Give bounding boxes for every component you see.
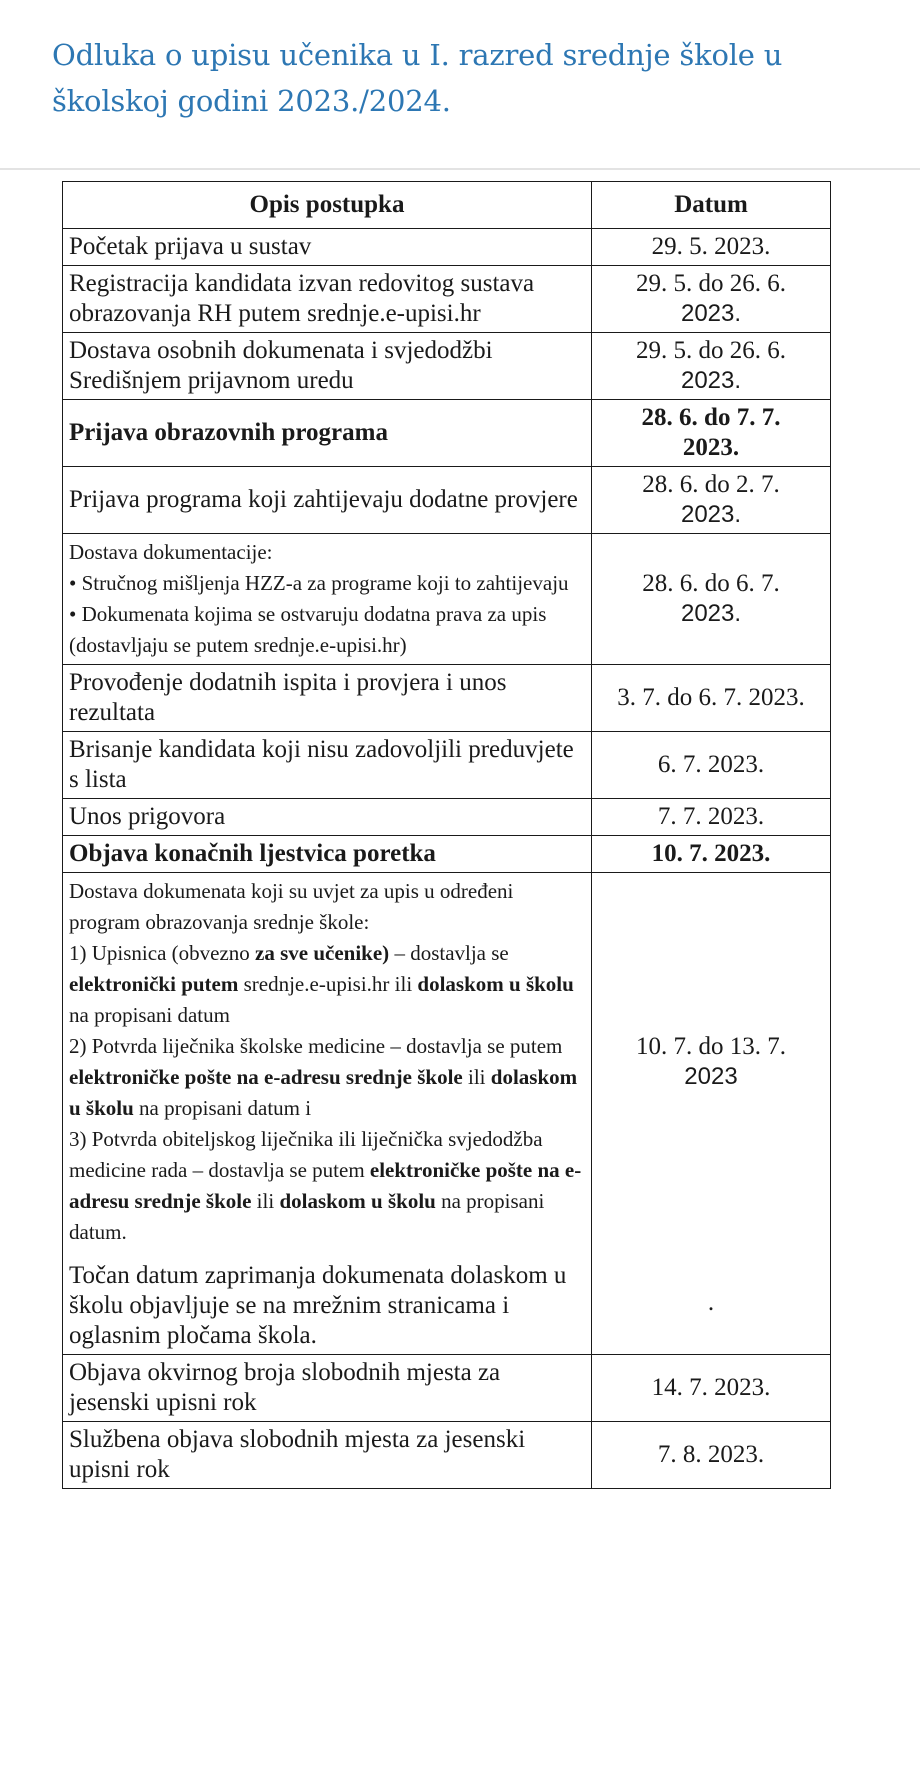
doc-bullet: • Stručnog mišljenja HZZ-a za programe koji to zahtijevaju bbox=[69, 571, 569, 595]
date-year: 2023 bbox=[684, 1063, 738, 1090]
table-row bbox=[63, 229, 831, 266]
divider bbox=[0, 168, 920, 170]
table-row bbox=[63, 333, 831, 400]
doc-item-2: 2) Potvrda liječnika školske medicine – dostavlja se putem elektroničke pošte na e-adresu srednje škole ili dolaskom u školu na propisani datum i bbox=[69, 1034, 578, 1120]
procedure-cell: Objava okvirnog broja slobodnih mjesta za jesenski upisni rok bbox=[63, 1355, 592, 1422]
table-row bbox=[63, 799, 831, 836]
table-row bbox=[63, 534, 831, 665]
table-row bbox=[63, 467, 831, 534]
date-line: 28. 6. do 7. 7. bbox=[641, 404, 781, 431]
date-line: 28. 6. do 2. 7. bbox=[642, 471, 780, 498]
table-row bbox=[63, 1422, 831, 1489]
date-cell: . bbox=[592, 1251, 831, 1355]
procedure-cell: Brisanje kandidata koji nisu zadovoljili preduvjete s lista bbox=[63, 732, 592, 799]
doc-bullet: • Dokumenata kojima se ostvaruju dodatna prava za upis (dostavljaju se putem srednje.e-upisi.hr) bbox=[69, 602, 547, 657]
table-row bbox=[63, 1251, 831, 1355]
doc-item-3: 3) Potvrda obiteljskog liječnika ili liječnička svjedodžba medicine rada – dostavlja se putem elektroničke pošte na e-adresu srednje škole ili dolaskom u školu na propisani datum. bbox=[69, 1127, 582, 1244]
procedure-cell: Provođenje dodatnih ispita i provjera i unos rezultata bbox=[63, 665, 592, 732]
date-year: 2023. bbox=[680, 300, 742, 327]
date-cell bbox=[592, 467, 831, 534]
procedure-cell: Objava konačnih ljestvica poretka bbox=[63, 836, 592, 873]
procedure-cell: Prijava programa koji zahtijevaju dodatne provjere bbox=[63, 467, 592, 534]
date-line: 29. 5. do 26. 6. bbox=[636, 337, 786, 364]
table-row bbox=[63, 266, 831, 333]
date-cell: 14. 7. 2023. bbox=[592, 1355, 831, 1422]
date-cell: 3. 7. do 6. 7. 2023. bbox=[592, 665, 831, 732]
table-header-row bbox=[63, 182, 831, 229]
procedure-cell: Dostava osobnih dokumenata i svjedodžbi Središnjem prijavnom uredu bbox=[63, 333, 592, 400]
date-line: 28. 6. do 6. 7. bbox=[642, 570, 780, 597]
table-row bbox=[63, 665, 831, 732]
date-cell: 7. 7. 2023. bbox=[592, 799, 831, 836]
date-cell: 29. 5. 2023. bbox=[592, 229, 831, 266]
table-row bbox=[63, 400, 831, 467]
doc-item-1: 1) Upisnica (obvezno za sve učenike) – dostavlja se elektronički putem srednje.e-upisi.hr ili dolaskom u školu na propisani datum bbox=[69, 941, 574, 1027]
date-cell: 10. 7. 2023. bbox=[592, 836, 831, 873]
date-year: 2023. bbox=[680, 501, 742, 528]
date-cell: 7. 8. 2023. bbox=[592, 1422, 831, 1489]
column-header-date: Datum bbox=[592, 182, 831, 229]
date-year: 2023. bbox=[680, 600, 742, 627]
date-line: 10. 7. do 13. 7. bbox=[636, 1033, 786, 1060]
procedure-cell: Prijava obrazovnih programa bbox=[63, 400, 592, 467]
date-cell bbox=[592, 333, 831, 400]
procedure-cell: Početak prijava u sustav bbox=[63, 229, 592, 266]
date-year: 2023. bbox=[680, 367, 742, 394]
procedure-cell: Registracija kandidata izvan redovitog sustava obrazovanja RH putem srednje.e-upisi.hr bbox=[63, 266, 592, 333]
page-title: Odluka o upisu učenika u I. razred srednje škole u školskoj godini 2023./2024. bbox=[52, 38, 783, 118]
date-cell: 6. 7. 2023. bbox=[592, 732, 831, 799]
column-header-procedure: Opis postupka bbox=[63, 182, 592, 229]
table-row bbox=[63, 836, 831, 873]
procedure-cell: Unos prigovora bbox=[63, 799, 592, 836]
table-row bbox=[63, 873, 831, 1252]
table-row bbox=[63, 732, 831, 799]
date-line: 29. 5. do 26. 6. bbox=[636, 270, 786, 297]
doc-intro: Dostava dokumentacije: bbox=[69, 540, 273, 564]
doc-intro: Dostava dokumenata koji su uvjet za upis u određeni program obrazovanja srednje škole: bbox=[69, 879, 514, 934]
procedure-cell bbox=[63, 534, 592, 665]
date-cell bbox=[592, 266, 831, 333]
procedure-cell: Službena objava slobodnih mjesta za jesenski upisni rok bbox=[63, 1422, 592, 1489]
date-year: 2023. bbox=[682, 434, 740, 461]
date-cell bbox=[592, 400, 831, 467]
date-cell bbox=[592, 534, 831, 665]
date-cell bbox=[592, 873, 831, 1252]
procedure-cell bbox=[63, 873, 592, 1252]
procedure-cell: Točan datum zaprimanja dokumenata dolaskom u školu objavljuje se na mrežnim stranicama i oglasnim pločama škola. bbox=[63, 1251, 592, 1355]
table-row bbox=[63, 1355, 831, 1422]
schedule-table bbox=[62, 181, 831, 1489]
